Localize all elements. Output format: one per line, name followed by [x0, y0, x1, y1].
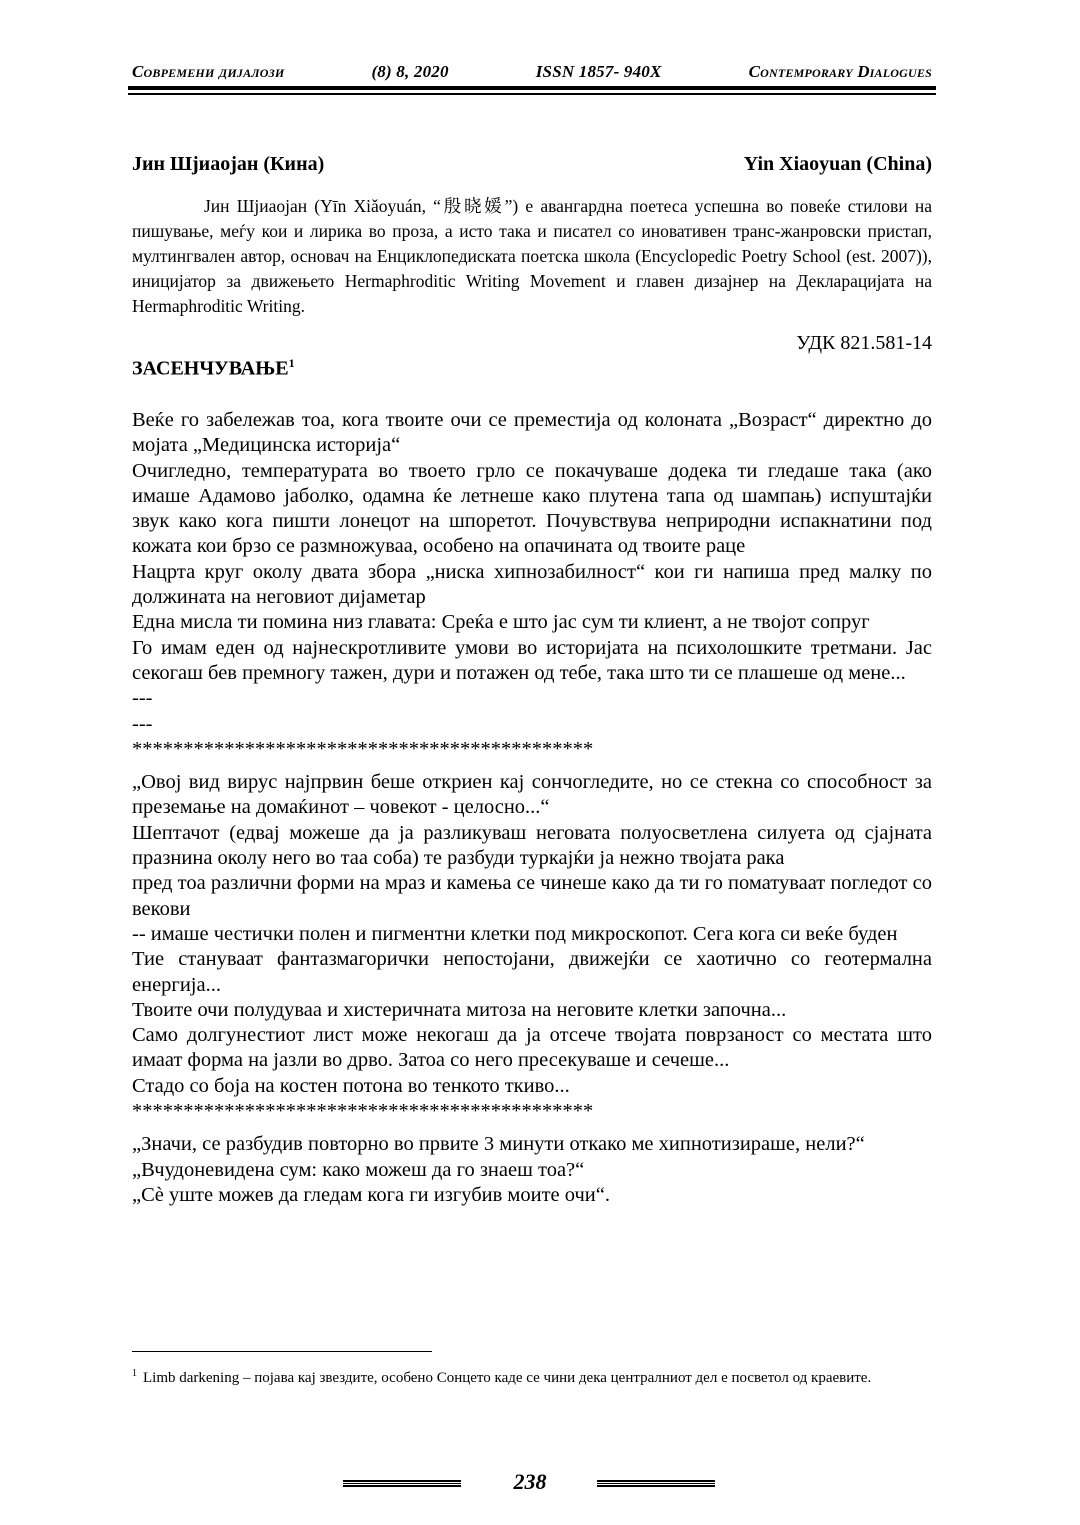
- poem-line: „Овој вид вирус најпрвин беше откриен кај сончогледите, но се стекна со способност за преземање на домаќинот – човекот - целосно...“: [132, 771, 932, 819]
- poem-line: Веќе го забележав тоа, кога твоите очи се преместија од колоната „Возраст“ директно до мојата „Медицинска историја“: [132, 409, 932, 457]
- dialogue-line: „Сè уште можев да гледам кога ги изгубив моите очи“.: [132, 1183, 610, 1206]
- separator-dashes: ---: [132, 687, 153, 710]
- poem-line: Шептачот (едвај можеше да ја разликуваш неговата полуосветлена силуета од сјајната празнина околу него во таа соба) те разбуди туркајќи ја нежно твојата рака: [132, 821, 932, 870]
- journal-title-mk: Современи дијалози: [132, 62, 285, 81]
- poem-line: Тие стануваат фантазмагорички непостојани, движејќи се хаотично со геотермална енергија...: [132, 948, 932, 996]
- poem-body: [132, 408, 932, 1208]
- poem-title: [132, 356, 295, 381]
- journal-title-en: Contemporary Dialogues: [748, 62, 932, 81]
- poem-line: Твоите очи полудуваа и хистеричната митоза на неговите клетки започна...: [132, 998, 787, 1021]
- poem-line: Нацрта круг околу двата збора „ниска хипнозабилност“ кои ги напиша пред малку по должината на неговиот дијаметар: [132, 560, 932, 609]
- poem-line: Само долгунестиот лист може некогаш да ја отсече твојата поврзаност со местата што имаат форма на јазли во дрво. Затоа со него пресекуваше и сечеше...: [132, 1024, 932, 1072]
- issue-number: (8) 8, 2020: [371, 62, 449, 81]
- dialogue-line: „Вчудоневидена сум: како можеш да го знаеш тоа?“: [132, 1158, 585, 1181]
- poem-title-text: ЗАСЕНЧУВАЊЕ: [132, 357, 289, 380]
- footnote-text: Limb darkening – појава кај звездите, особено Сонцето каде се чини дека централниот дел е посветол од краевите.: [143, 1370, 872, 1386]
- separator-asterisks: *********************************************: [132, 737, 594, 760]
- running-header: [132, 62, 932, 82]
- page-number: 238: [513, 1469, 547, 1494]
- header-rule-thick: [128, 86, 936, 90]
- separator-dashes: ---: [132, 712, 153, 735]
- author-bio: Јин Шјиаојан (Yīn Xiǎoyuán, “殷晓媛”) е авангардна поетеса успешна во повеќе стилови на пишување, меѓу кои и лирика во проза, а исто така и писател со иновативен транс-жанровски пристап, мултингвален автор, основач на Енциклопедиската поетска школа (Encyclopedic Poetry School (est. 2007)), иницијатор за движењето Hermaphroditic Writing Movement и главен дизајнер на Декларацијата на Hermaphroditic Writing.: [132, 196, 932, 316]
- author-name-en: Yin Xiaoyuan (China): [743, 153, 932, 175]
- poem-line: Стадо со боја на костен потона во тенкото ткиво...: [132, 1074, 570, 1097]
- poem-line: Една мисла ти помина низ главата: Среќа е што јас сум ти клиент, а не твојот сопруг: [132, 611, 870, 634]
- separator-asterisks: *********************************************: [132, 1100, 594, 1123]
- dialogue-line: „Значи, се разбудив повторно во првите 3 минути откако ме хипнотизираше, нели?“: [132, 1133, 865, 1156]
- poem-line: Го имам еден од најнескротливите умови во историјата на психолошките третмани. Јас секогаш бев премногу тажен, дури и потажен од тебе, така што ти се плашеше од мене...: [132, 636, 932, 684]
- footnote-number: 1: [132, 1368, 137, 1379]
- author-row: [132, 153, 932, 176]
- poem-line: Очигледно, температурата во твоето грло се покачуваше додека ти гледаше така (ако имаше Адамово јаболко, одамна ќе летнеше како плутена тапа од шампањ) испуштајќи звук како кога пишти лонецот на шпоретот. Почувствува неприродни испакнатини под кожата кои брзо се размножуваа, особено на опачината од твоите раце: [132, 459, 932, 558]
- header-rule-thin: [128, 93, 936, 95]
- page-footer: [0, 1465, 1080, 1505]
- footnote-reference: 1: [288, 356, 295, 370]
- author-name-mk: Јин Шјиаојан (Кина): [132, 153, 325, 175]
- footer-rule-left: [343, 1480, 461, 1487]
- footnote: [132, 1364, 932, 1388]
- udk-code: УДК 821.581-14: [796, 332, 932, 354]
- footer-rule-right: [597, 1480, 715, 1487]
- poem-line: пред тоа различни форми на мраз и камења се чинеше како да ти го поматуваат погледот со векови: [132, 872, 932, 920]
- footnote-divider: [132, 1351, 432, 1352]
- issn: ISSN 1857- 940X: [535, 62, 662, 81]
- poem-line: -- имаше честички полен и пигментни клетки под микроскопот. Сега кога си веќе буден: [132, 922, 898, 945]
